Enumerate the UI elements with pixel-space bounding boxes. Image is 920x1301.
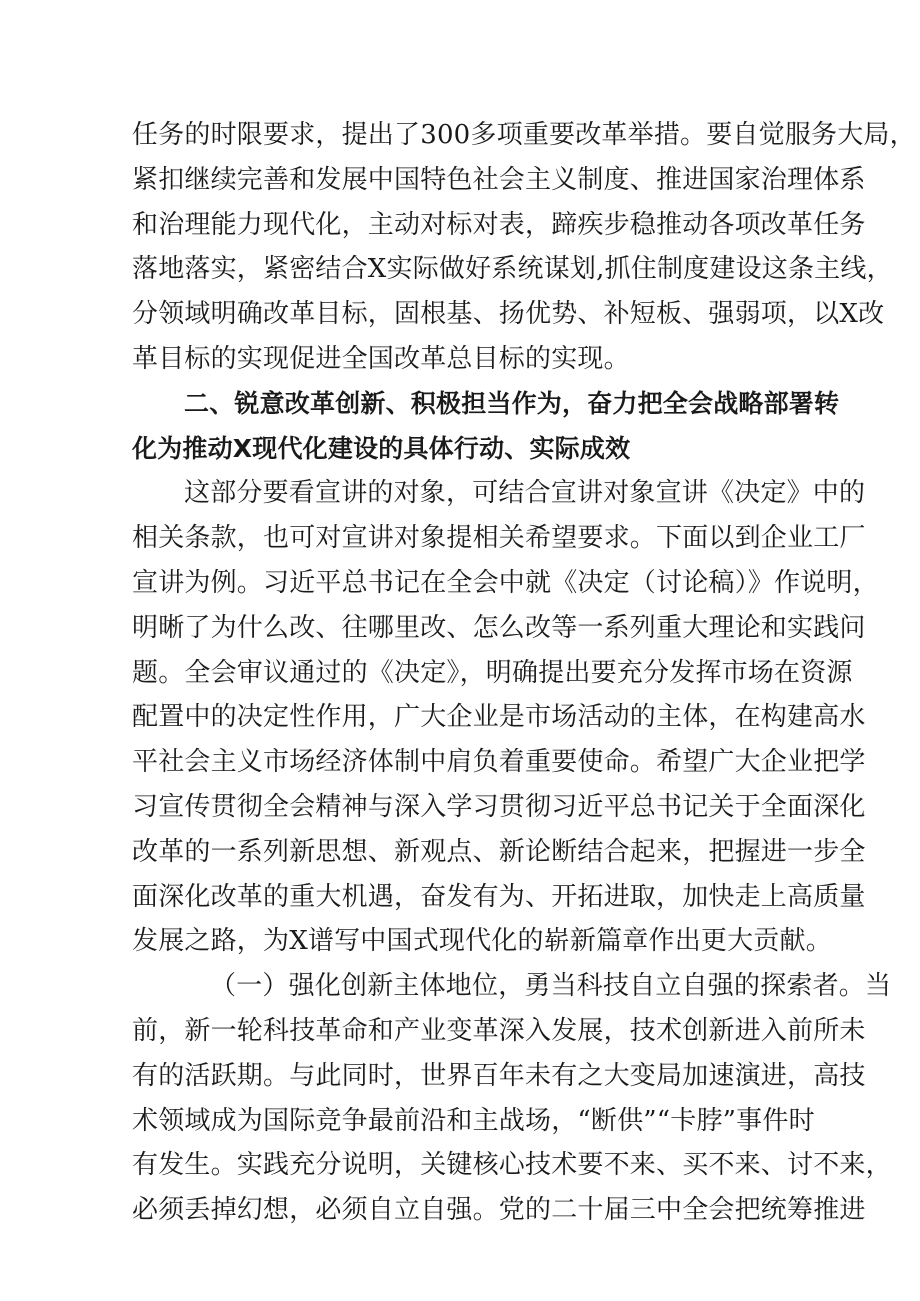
text-line: 习宣传贯彻全会精神与深入学习贯彻习近平总书记关于全面深化 [132, 791, 866, 822]
section-heading [132, 382, 840, 472]
text-line: 相关条款，也可对宣讲对象提相关希望要求。下面以到企业工厂 [132, 523, 866, 554]
text-line: （一）强化创新主体地位，勇当科技自立自强的探索者。当 [210, 971, 892, 1002]
text-line: 改革的一系列新思想、新观点、新论断结合起来，把握进一步全 [132, 836, 866, 867]
heading-line: 化为推动X现代化建设的具体行动、实际成效 [132, 433, 631, 463]
text-line: 这部分要看宣讲的对象，可结合宣讲对象宣讲《决定》中的 [184, 478, 866, 509]
text-line: 有的活跃期。与此同时，世界百年未有之大变局加速演进，高技 [132, 1060, 866, 1091]
text-line: 发展之路，为X谱写中国式现代化的崭新篇章作出更大贡献。 [132, 926, 832, 957]
paragraph-innovation [132, 964, 892, 1233]
text-line: 分领域明确改革目标，固根基、扬优势、补短板、强弱项，以X改 [132, 299, 885, 330]
text-line: 和治理能力现代化，主动对标对表，蹄疾步稳推动各项改革任务 [132, 209, 866, 240]
heading-line: 二、锐意改革创新、积极担当作为，奋力把全会战略部署转 [184, 388, 840, 418]
text-line: 题。全会审议通过的《决定》，明确提出要充分发挥市场在资源 [132, 657, 853, 688]
text-line: 革目标的实现促进全国改革总目标的实现。 [132, 343, 630, 374]
text-line: 明晰了为什么改、往哪里改、怎么改等一系列重大理论和实践问 [132, 612, 866, 643]
text-line: 平社会主义市场经济体制中肩负着重要使命。希望广大企业把学 [132, 747, 866, 778]
text-line: 面深化改革的重大机遇，奋发有为、开拓进取，加快走上高质量 [132, 881, 866, 912]
text-line: 有发生。实践充分说明，关键核心技术要不来、买不来、讨不来， [132, 1150, 892, 1181]
text-line: 任务的时限要求，提出了300多项重要改革举措。要自觉服务大局， [132, 120, 916, 150]
paragraph-enterprise-example [132, 471, 879, 964]
paragraph-reform-goals [132, 113, 916, 382]
text-line: 宣讲为例。习近平总书记在全会中就《决定（讨论稿）》作说明， [132, 567, 879, 598]
text-line: 必须丢掉幻想，必须自立自强。党的二十届三中全会把统筹推进 [132, 1195, 866, 1226]
text-line: 紧扣继续完善和发展中国特色社会主义制度、推进国家治理体系 [132, 164, 866, 195]
document-body [132, 113, 916, 1233]
text-line: 落地落实，紧密结合X实际做好系统谋划,抓住制度建设这条主线， [132, 254, 893, 285]
text-line: 术领域成为国际竞争最前沿和主战场，“断供”“卡脖”事件时 [132, 1105, 815, 1136]
text-line: 前，新一轮科技革命和产业变革深入发展，技术创新进入前所未 [132, 1015, 866, 1046]
text-line: 配置中的决定性作用，广大企业是市场活动的主体，在构建高水 [132, 702, 866, 733]
